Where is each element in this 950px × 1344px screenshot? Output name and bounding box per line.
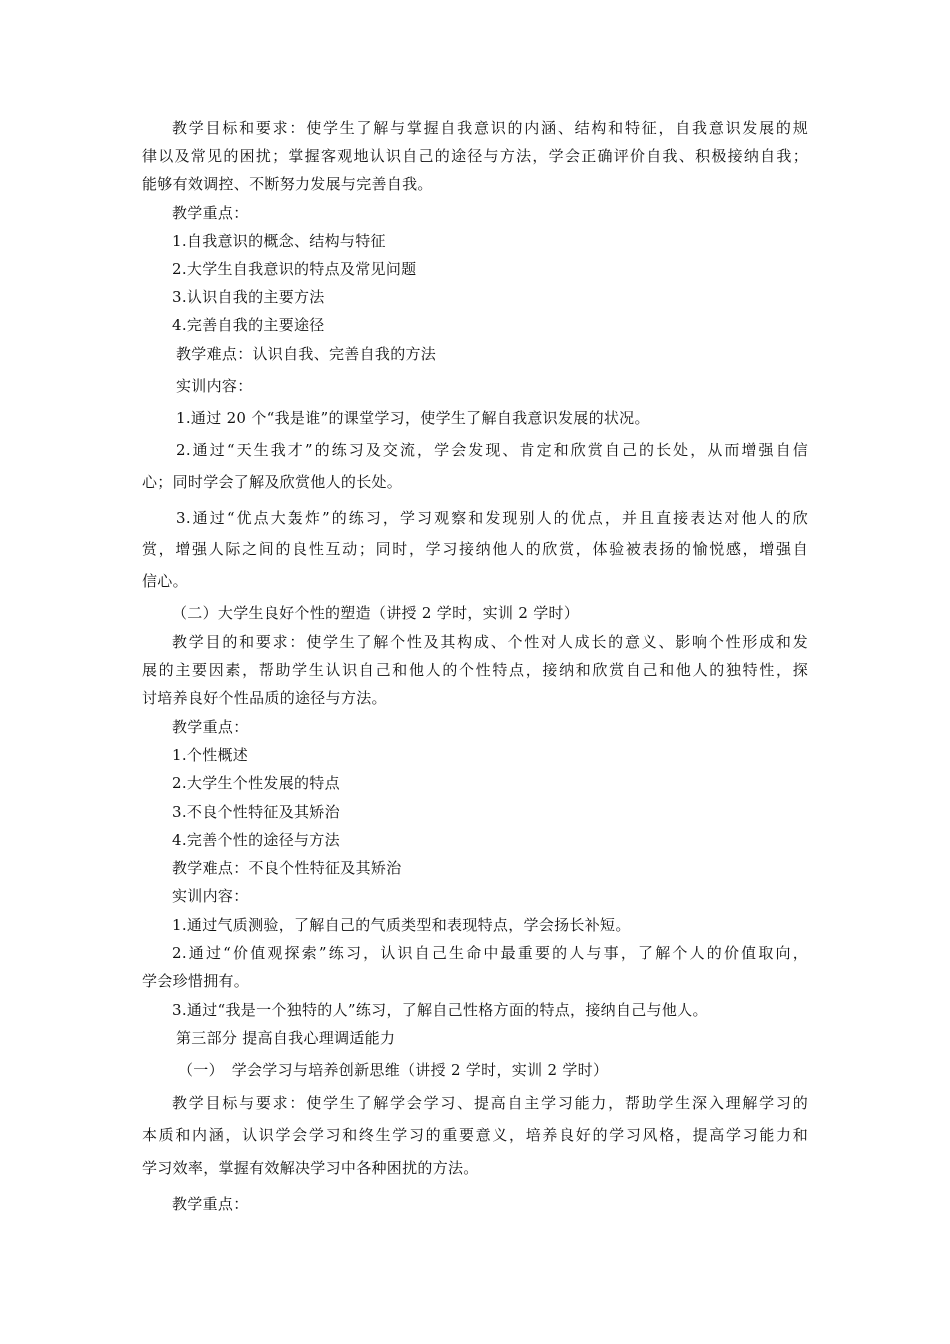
text-line: 2.通过“价值观探索”练习，认识自己生命中最重要的人与事，了解个人的价值取向，: [172, 944, 808, 962]
text-line: 教学目标和要求：使学生了解与掌握自我意识的内涵、结构和特征，自我意识发展的规: [172, 119, 808, 137]
text-line: 教学目标与要求：使学生了解学会学习、提高自主学习能力，帮助学生深入理解学习的: [172, 1094, 808, 1112]
text-line: 3.通过“我是一个独特的人”练习，了解自己性格方面的特点，接纳自己与他人。: [172, 1001, 708, 1019]
text-line: 3.通过“优点大轰炸”的练习，学习观察和发现别人的优点，并且直接表达对他人的欣: [176, 509, 808, 527]
text-line: 3.不良个性特征及其矫治: [172, 803, 340, 821]
text-line: 讨培养良好个性品质的途径与方法。: [142, 689, 387, 707]
text-line: 4.完善自我的主要途径: [172, 316, 325, 334]
text-line: 教学重点：: [172, 204, 249, 222]
text-line: 心；同时学会了解及欣赏他人的长处。: [142, 473, 403, 491]
text-line: 本质和内涵，认识学会学习和终生学习的重要意义，培养良好的学习风格，提高学习能力和: [142, 1126, 808, 1144]
text-line: 4.完善个性的途径与方法: [172, 831, 340, 849]
text-line: 2.通过“天生我才”的练习及交流，学会发现、肯定和欣赏自己的长处，从而增强自信: [176, 441, 808, 459]
text-line: 1.通过气质测验，了解自己的气质类型和表现特点，学会扬长补短。: [172, 916, 631, 934]
text-line: 能够有效调控、不断努力发展与完善自我。: [142, 175, 433, 193]
text-line: 教学难点：认识自我、完善自我的方法: [176, 345, 437, 363]
text-line: 律以及常见的困扰；掌握客观地认识自己的途径与方法，学会正确评价自我、积极接纳自我；: [142, 147, 808, 165]
text-line: 展的主要因素，帮助学生认识自己和他人的个性特点，接纳和欣赏自己和他人的独特性，探: [142, 661, 808, 679]
text-line: 1.个性概述: [172, 746, 249, 764]
section-heading: 第三部分 提高自我心理调适能力: [176, 1029, 396, 1047]
text-line: 教学目的和要求：使学生了解个性及其构成、个性对人成长的意义、影响个性形成和发: [172, 633, 808, 651]
text-line: 学习效率，掌握有效解决学习中各种困扰的方法。: [142, 1159, 479, 1177]
text-line: 1.自我意识的概念、结构与特征: [172, 232, 386, 250]
text-line: 3.认识自我的主要方法: [172, 288, 325, 306]
text-line: 信心。: [142, 572, 188, 590]
text-line: 1.通过 20 个“我是谁”的课堂学习，使学生了解自我意识发展的状况。: [176, 409, 650, 427]
text-line: 教学重点：: [172, 1195, 249, 1213]
text-line: 教学难点：不良个性特征及其矫治: [172, 859, 402, 877]
text-line: 赏，增强人际之间的良性互动；同时，学习接纳他人的欣赏，体验被表扬的愉悦感，增强自: [142, 540, 808, 558]
text-line: 2.大学生个性发展的特点: [172, 774, 340, 792]
section-subheading: （一） 学会学习与培养创新思维（讲授 2 学时，实训 2 学时）: [178, 1061, 609, 1079]
text-line: 实训内容：: [172, 887, 249, 905]
text-line: （二）大学生良好个性的塑造（讲授 2 学时，实训 2 学时）: [172, 604, 580, 622]
text-line: 学会珍惜拥有。: [142, 972, 250, 990]
text-line: 2.大学生自我意识的特点及常见问题: [172, 260, 417, 278]
text-line: 实训内容：: [176, 377, 253, 395]
text-line: 教学重点：: [172, 718, 249, 736]
